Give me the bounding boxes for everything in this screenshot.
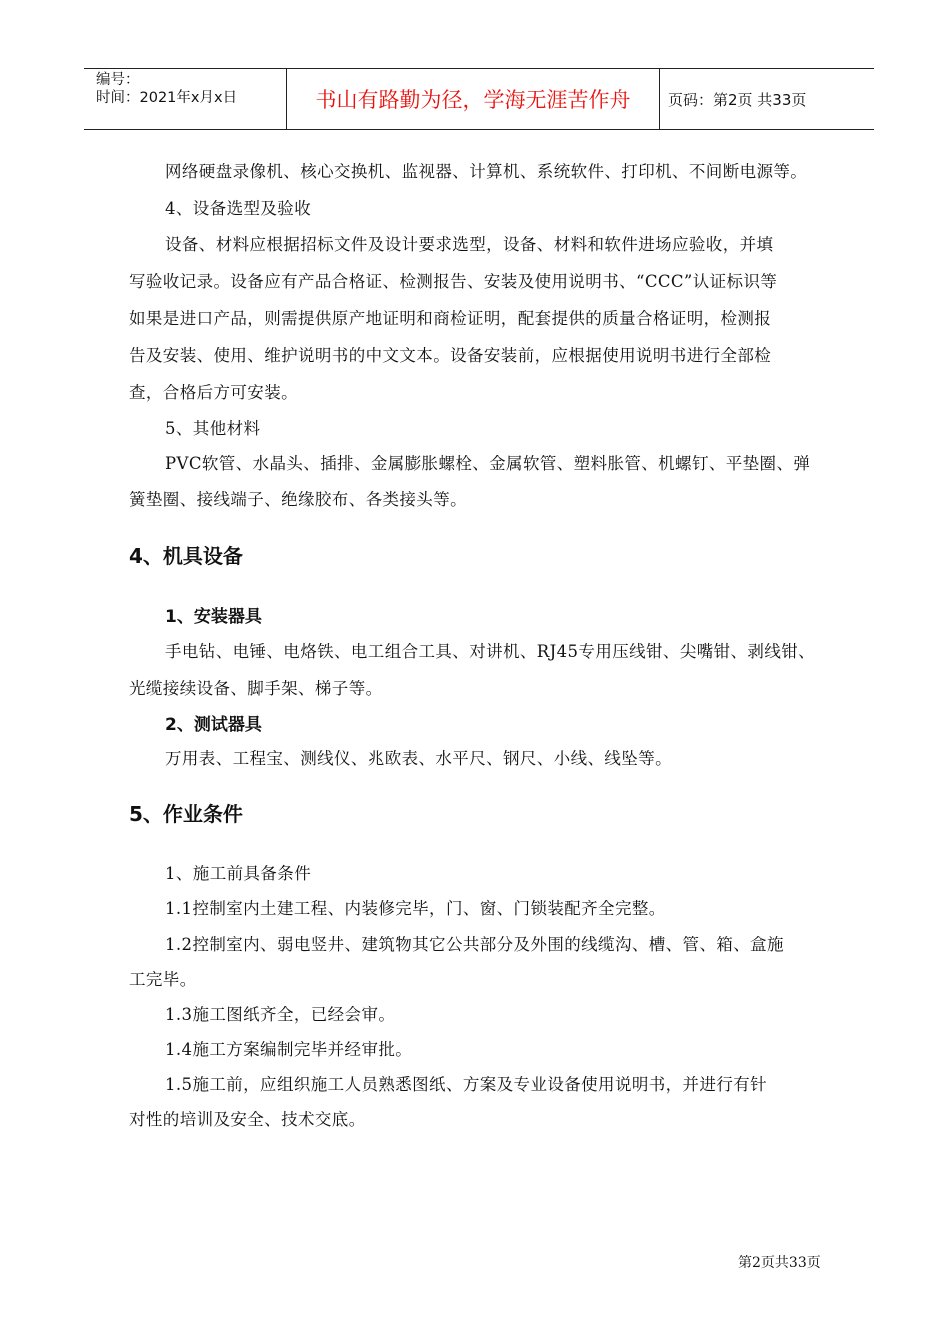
paragraph-line: 设备、材料应根据招标文件及设计要求选型，设备、材料和软件进场应验收，并填 — [165, 235, 774, 254]
paragraph-line: 光缆接续设备、脚手架、梯子等。 — [129, 679, 383, 698]
header-page-info: 页码：第2页 共33页 — [668, 90, 807, 109]
paragraph-line: 1.5施工前，应组织施工人员熟悉图纸、方案及专业设备使用说明书，并进行有针 — [165, 1075, 768, 1094]
paragraph-line: PVC软管、水晶头、插排、金属膨胀螺栓、金属软管、塑料胀管、机螺钉、平垫圈、弹 — [165, 454, 811, 473]
paragraph-line: 1.4施工方案编制完毕并经审批。 — [165, 1040, 413, 1059]
paragraph-line: 写验收记录。设备应有产品合格证、检测报告、安装及使用说明书、“CCC”认证标识等 — [129, 272, 778, 291]
subheading-test-tools: 2、测试器具 — [165, 715, 262, 735]
paragraph-line: 查，合格后方可安装。 — [129, 383, 298, 402]
document-time-label: 时间：2021年x月x日 — [96, 90, 238, 106]
paragraph-line: 万用表、工程宝、测线仪、兆欧表、水平尺、钢尺、小线、线坠等。 — [165, 749, 672, 768]
header-meta — [84, 69, 286, 129]
paragraph-line: 网络硬盘录像机、核心交换机、监视器、计算机、系统软件、打印机、不间断电源等。 — [165, 162, 808, 181]
header-motto: 书山有路勤为径，学海无涯苦作舟 — [286, 69, 660, 129]
paragraph-line: 1.2控制室内、弱电竖井、建筑物其它公共部分及外围的线缆沟、槽、管、箱、盒施 — [165, 935, 784, 954]
subheading-install-tools: 1、安装器具 — [165, 607, 262, 627]
section-heading-machines: 4、机具设备 — [129, 544, 243, 568]
subsection-title: 5、其他材料 — [165, 419, 261, 438]
paragraph-line: 告及安装、使用、维护说明书的中文文本。设备安装前，应根据使用说明书进行全部检 — [129, 346, 772, 365]
paragraph-line: 簧垫圈、接线端子、绝缘胶布、各类接头等。 — [129, 490, 467, 509]
paragraph-line: 如果是进口产品，则需提供原产地证明和商检证明，配套提供的质量合格证明，检测报 — [129, 309, 772, 328]
section-heading-conditions: 5、作业条件 — [129, 802, 243, 826]
paragraph-line: 1.3施工图纸齐全，已经会审。 — [165, 1005, 396, 1024]
subsection-title: 4、设备选型及验收 — [165, 199, 312, 218]
page-header — [84, 68, 874, 130]
paragraph-line: 工完毕。 — [129, 970, 197, 989]
paragraph-line: 对性的培训及安全、技术交底。 — [129, 1110, 366, 1129]
paragraph-line: 手电钻、电锤、电烙铁、电工组合工具、对讲机、RJ45专用压线钳、尖嘴钳、剥线钳、 — [165, 642, 816, 661]
paragraph-line: 1.1控制室内土建工程、内装修完毕，门、窗、门锁装配齐全完整。 — [165, 899, 666, 918]
document-number-label: 编号： — [96, 72, 140, 88]
footer-page-number: 第2页共33页 — [738, 1255, 821, 1271]
subsection-title: 1、施工前具备条件 — [165, 864, 312, 883]
